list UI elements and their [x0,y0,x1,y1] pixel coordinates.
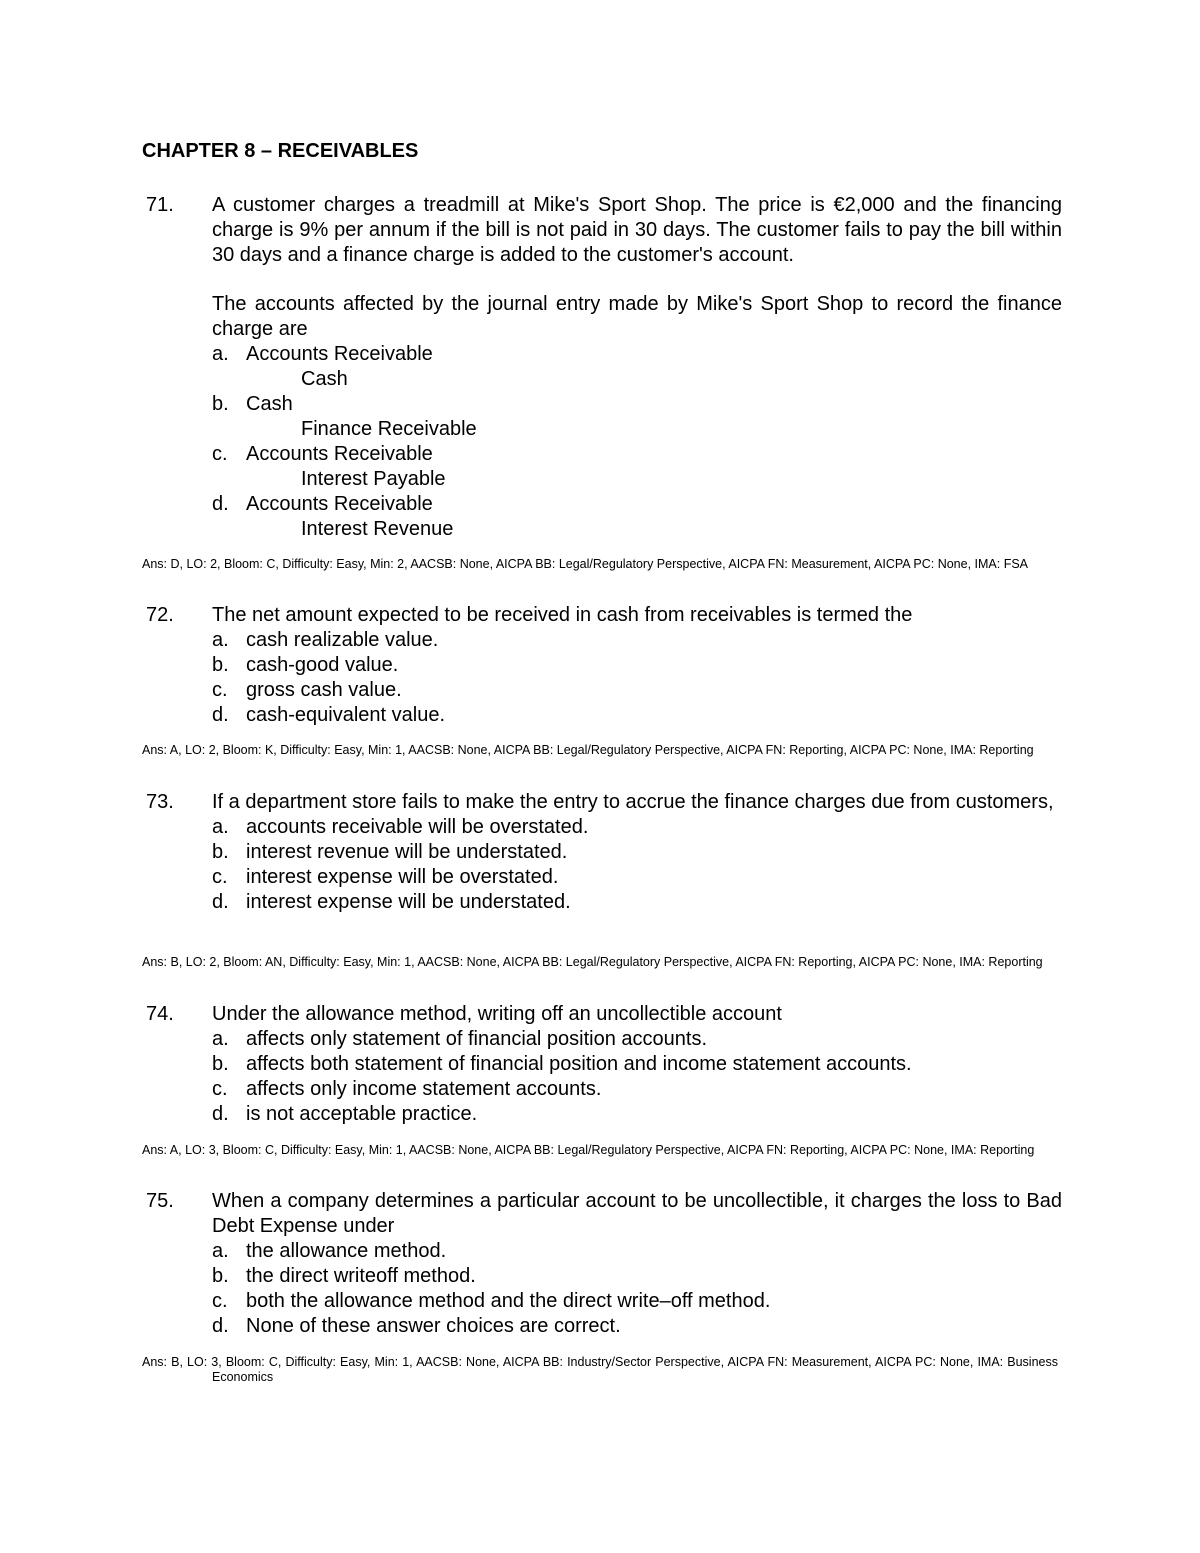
option-letter: a. [212,816,229,838]
answer-options [212,815,1062,915]
option-d [212,890,1062,915]
option-text: is not acceptable practice. [246,1103,478,1125]
question-number: 72. [146,604,174,626]
option-text: interest expense will be overstated. [246,866,559,888]
answer-key-text: Ans: A, LO: 2, Bloom: K, Difficulty: Easy, Min: 1, AACSB: None, AICPA BB: Legal/Regulatory Perspective, AICPA FN: Reporting, AICPA PC: None, IMA: Reporting [142,743,1034,757]
question-74 [142,1002,1062,1127]
option-a [212,1027,1062,1052]
answer-options [212,342,1062,542]
option-c [212,1077,1062,1102]
question-75 [142,1189,1062,1339]
question-body [212,1189,1062,1339]
option-letter: d. [212,493,229,515]
answer-options [212,1239,1062,1339]
question-71 [142,193,1062,542]
option-letter: b. [212,654,229,676]
option-text: Cash [246,393,293,415]
option-text: the direct writeoff method. [246,1265,476,1287]
option-b [212,653,1062,678]
question-number: 73. [146,791,174,813]
option-letter: d. [212,704,229,726]
option-b [212,840,1062,865]
answer-key-text: Ans: B, LO: 2, Bloom: AN, Difficulty: Easy, Min: 1, AACSB: None, AICPA BB: Legal/Regulatory Perspective, AICPA FN: Reporting, AICPA PC: None, IMA: Reporting [142,955,1043,969]
option-letter: a. [212,1028,229,1050]
answer-options [212,628,1062,728]
option-d [212,703,1062,728]
option-letter: c. [212,1078,228,1100]
answer-key-73 [142,955,1058,970]
option-letter: b. [212,841,229,863]
option-text: cash-equivalent value. [246,704,446,726]
answer-options [212,1027,1062,1127]
answer-key-text: Ans: A, LO: 3, Bloom: C, Difficulty: Easy, Min: 1, AACSB: None, AICPA BB: Legal/Regulatory Perspective, AICPA FN: Reporting, AICPA PC: None, IMA: Reporting [142,1143,1035,1157]
option-text: interest expense will be understated. [246,891,571,913]
question-72 [142,603,1062,728]
question-body [212,603,1062,728]
option-text: cash-good value. [246,654,399,676]
question-body [212,790,1062,915]
option-text-credit: Cash [301,368,348,390]
option-b [212,1264,1062,1289]
question-73 [142,790,1062,915]
question-text: Under the allowance method, writing off an uncollectible account [212,1003,782,1025]
option-a [212,628,1062,653]
option-letter: b. [212,1053,229,1075]
option-letter: d. [212,1103,229,1125]
answer-key-71 [142,557,1058,572]
option-letter: c. [212,443,228,465]
option-letter: a. [212,629,229,651]
option-letter: d. [212,891,229,913]
answer-key-text: Ans: D, LO: 2, Bloom: C, Difficulty: Easy, Min: 2, AACSB: None, AICPA BB: Legal/Regulatory Perspective, AICPA FN: Measurement, AICPA PC: None, IMA: FSA [142,557,1029,571]
option-text: both the allowance method and the direct write–off method. [246,1290,771,1312]
option-text: None of these answer choices are correct. [246,1315,621,1337]
answer-key-72 [142,743,1058,758]
question-text-continued: The accounts affected by the journal entry made by Mike's Sport Shop to record the finance charge are [212,293,1062,340]
option-text: interest revenue will be understated. [246,841,568,863]
option-letter: d. [212,1315,229,1337]
option-text: Accounts Receivable [246,343,433,365]
option-c [212,442,1062,492]
question-number: 71. [146,194,174,216]
option-text: the allowance method. [246,1240,447,1262]
option-letter: c. [212,679,228,701]
question-text: When a company determines a particular account to be uncollectible, it charges the loss to Bad Debt Expense under [212,1190,1062,1237]
option-d [212,1102,1062,1127]
option-d [212,1314,1062,1339]
option-letter: c. [212,866,228,888]
answer-key-text: Ans: B, LO: 3, Bloom: C, Difficulty: Easy, Min: 1, AACSB: None, AICPA BB: Industry/Sector Perspective, AICPA FN: Measurement, AICPA PC: None, IMA: Business Economics [142,1355,1058,1384]
question-text: A customer charges a treadmill at Mike's Sport Shop. The price is €2,000 and the financing charge is 9% per annum if the bill is not paid in 30 days. The customer fails to pay the bill within 30 days and a finance charge is added to the customer's account. [212,194,1062,266]
option-text: affects only income statement accounts. [246,1078,602,1100]
option-text-credit: Interest Revenue [301,518,454,540]
option-text: affects only statement of financial position accounts. [246,1028,708,1050]
option-letter: a. [212,1240,229,1262]
question-number: 74. [146,1003,174,1025]
question-body [212,1002,1062,1127]
option-text-credit: Interest Payable [301,468,446,490]
question-number: 75. [146,1190,174,1212]
option-c [212,678,1062,703]
question-text: The net amount expected to be received in cash from receivables is termed the [212,604,913,626]
option-letter: a. [212,343,229,365]
option-c [212,865,1062,890]
option-text: affects both statement of financial position and income statement accounts. [246,1053,912,1075]
option-a [212,815,1062,840]
option-a [212,342,1062,392]
question-body [212,193,1062,542]
option-text: Accounts Receivable [246,443,433,465]
question-text: If a department store fails to make the entry to accrue the finance charges due from customers, [212,791,1054,813]
answer-key-74 [142,1143,1058,1158]
option-letter: c. [212,1290,228,1312]
option-c [212,1289,1062,1314]
option-letter: b. [212,1265,229,1287]
option-text: cash realizable value. [246,629,439,651]
answer-key-75 [142,1355,1058,1385]
option-d [212,492,1062,542]
option-b [212,392,1062,442]
option-text: gross cash value. [246,679,402,701]
option-a [212,1239,1062,1264]
option-text: accounts receivable will be overstated. [246,816,589,838]
option-letter: b. [212,393,229,415]
option-text: Accounts Receivable [246,493,433,515]
option-b [212,1052,1062,1077]
option-text-credit: Finance Receivable [301,418,477,440]
chapter-title: CHAPTER 8 – RECEIVABLES [142,140,419,162]
